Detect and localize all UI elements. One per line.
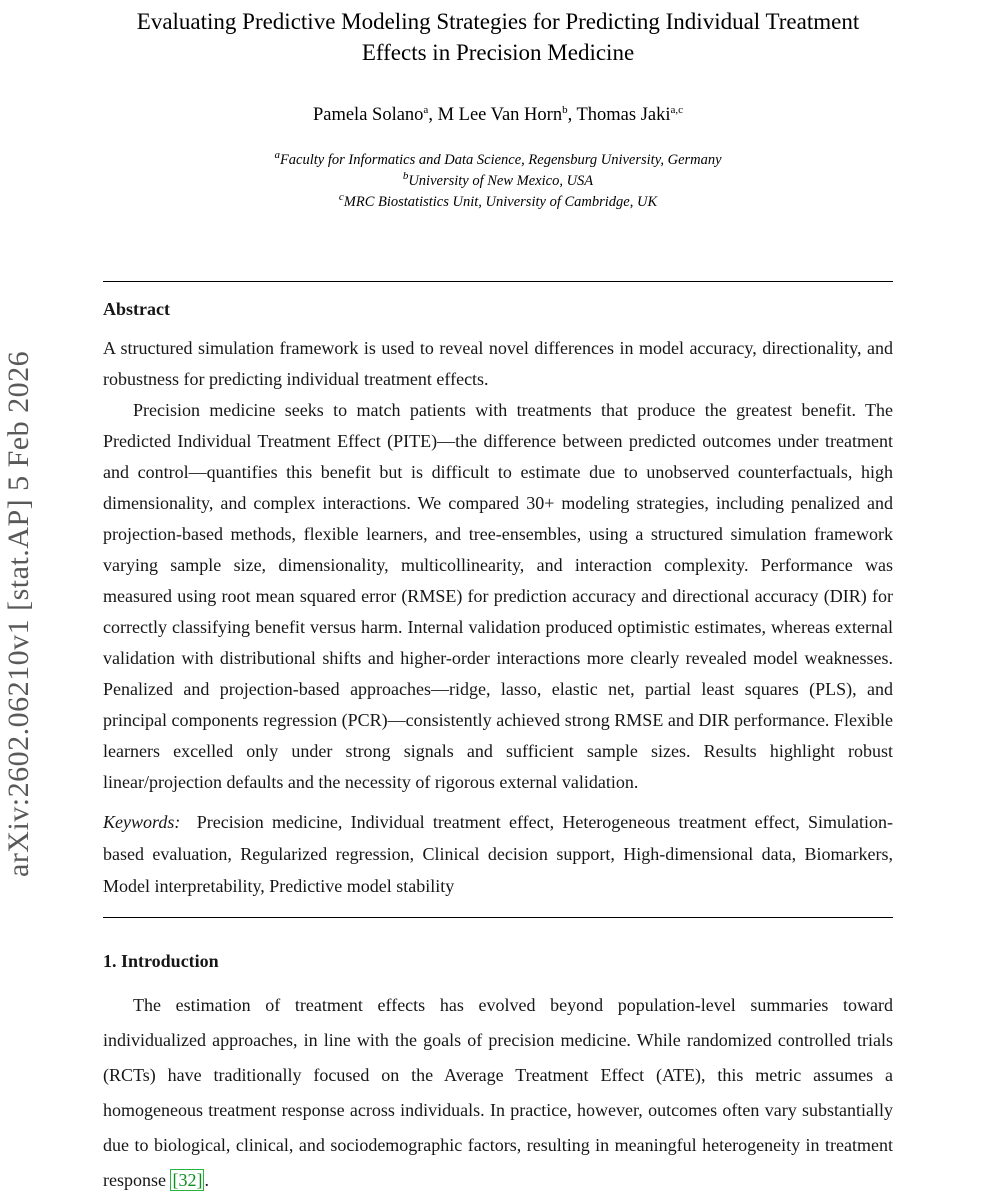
abstract-paragraph-2: Precision medicine seeks to match patients with treatments that produce the greatest benefit. The Predicted Individual Treatment Effect (PITE)—the difference between predicted outcomes under treatment and control—quantifies this benefit but is difficult to estimate due to unobserved counterfactuals, high dimensionality, and complex interactions. We compared 30+ modeling strategies, including penalized and projection-based methods, flexible learners, and tree-ensembles, using a structured simulation framework varying sample size, dimensionality, multicollinearity, and interaction complexity. Performance was measured using root mean squared error (RMSE) for prediction accuracy and directional accuracy (DIR) for correctly classifying benefit versus harm. Internal validation produced optimistic estimates, whereas external validation with distributional shifts and higher-order interactions more clearly revealed model weaknesses. Penalized and projection-based approaches—ridge, lasso, elastic net, partial least squares (PLS), and principal components regression (PCR)—consistently achieved strong RMSE and DIR performance. Flexible learners excelled only under strong signals and sufficient sample sizes. Results highlight robust linear/projection defaults and the necessity of rigorous external validation. bbox=[103, 400, 893, 792]
affiliation-mark: c bbox=[338, 191, 344, 204]
affiliation-mark: a bbox=[274, 149, 280, 162]
affiliation bbox=[103, 150, 893, 171]
keywords-block bbox=[103, 806, 893, 902]
author-name: Pamela Solano bbox=[312, 105, 424, 125]
paper-title: Evaluating Predictive Modeling Strategies for Predicting Individual Treatment Effects in Precision Medicine bbox=[136, 9, 860, 65]
affiliation bbox=[103, 192, 893, 213]
abstract-heading: Abstract bbox=[103, 299, 170, 319]
affiliations bbox=[103, 150, 893, 213]
introduction-text-end: . bbox=[204, 1170, 209, 1190]
keywords-label: Keywords: bbox=[103, 812, 181, 832]
author-name: , M Lee Van Horn bbox=[428, 105, 563, 125]
author-affiliation-mark: b bbox=[562, 103, 568, 116]
affiliation-mark: b bbox=[402, 170, 409, 183]
author-line bbox=[103, 105, 893, 126]
section-heading-introduction: 1. Introduction bbox=[103, 951, 219, 971]
affiliation-text: MRC Biostatistics Unit, University of Cambridge, UK bbox=[343, 194, 658, 210]
author-affiliation-mark: a,c bbox=[670, 103, 684, 116]
arxiv-watermark: arXiv:2602.06210v1 [stat.AP] 5 Feb 2026 bbox=[2, 350, 35, 878]
affiliation-text: University of New Mexico, USA bbox=[408, 173, 594, 189]
affiliation bbox=[103, 171, 893, 192]
author-affiliation-mark: a bbox=[423, 103, 429, 116]
paper-content bbox=[103, 0, 893, 1198]
abstract-paragraph-1: A structured simulation framework is used to reveal novel differences in model accuracy, directionality, and robustness for predicting individual treatment effects. bbox=[103, 338, 893, 389]
author-name: , Thomas Jaki bbox=[567, 105, 671, 125]
introduction-text: The estimation of treatment effects has evolved beyond population-level summaries toward individualized approaches, in line with the goals of precision medicine. While randomized controlled trials (RCTs) have traditionally focused on the Average Treatment Effect (ATE), this metric assumes a homogeneous treatment response across individuals. In practice, however, outcomes often vary substantially due to biological, clinical, and sociodemographic factors, resulting in meaningful heterogeneity in treatment response bbox=[103, 995, 893, 1190]
affiliation-text: Faculty for Informatics and Data Science, Regensburg University, Germany bbox=[279, 152, 722, 168]
abstract-bottom-divider bbox=[103, 917, 893, 918]
abstract-top-divider bbox=[103, 281, 893, 282]
keywords-text: Precision medicine, Individual treatment effect, Heterogeneous treatment effect, Simulation-based evaluation, Regularized regression, Clinical decision support, High-dimensional data, Biomarkers, Model interpretability, Predictive model stability bbox=[103, 812, 893, 896]
citation-link-32[interactable]: [32] bbox=[172, 1170, 203, 1190]
introduction-paragraph bbox=[103, 988, 893, 1198]
